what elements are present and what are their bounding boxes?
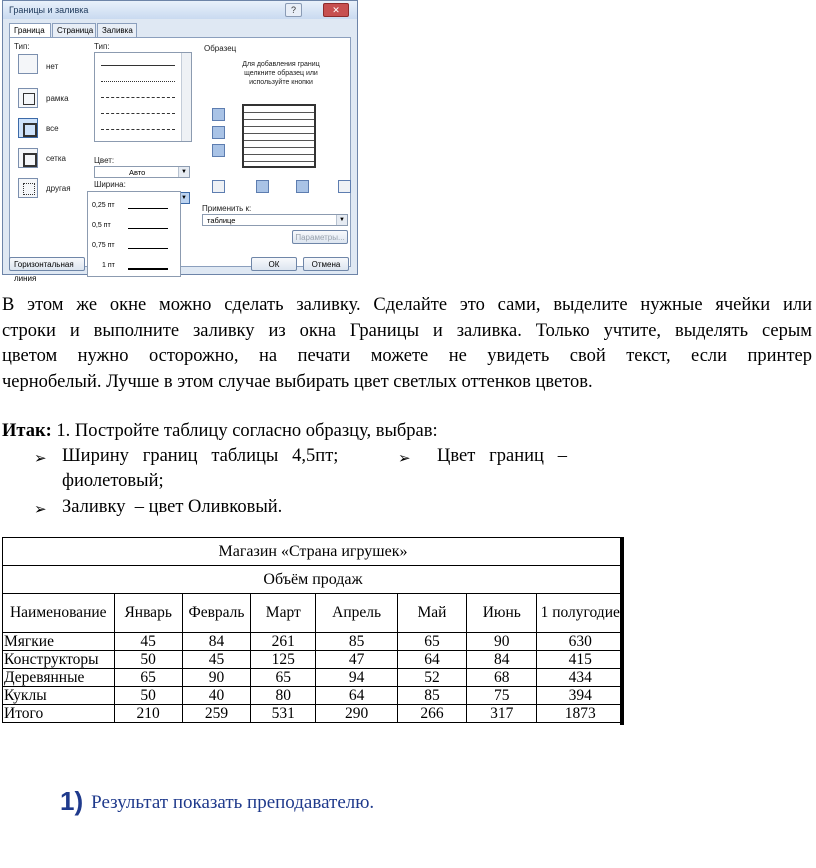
column-header: Май — [397, 594, 466, 633]
ok-button[interactable]: ОК — [251, 257, 297, 271]
paragraph-line: строки и выполните заливку из окна Границы и заливка. Только учтите, выделять серым — [2, 320, 812, 341]
diagonal-down-icon[interactable] — [338, 180, 351, 193]
bottom-border-icon[interactable] — [212, 144, 225, 157]
left-border-icon[interactable] — [256, 180, 269, 193]
task-heading — [2, 421, 438, 442]
type-custom-label: другая — [46, 184, 71, 193]
table-row — [3, 705, 624, 723]
cell: 394 — [537, 687, 624, 705]
paragraph-line: В этом же окне можно сделать заливку. Сделайте это сами, выделите нужные ячейки или — [2, 295, 812, 315]
cell: 47 — [316, 651, 397, 669]
apply-value: таблице — [207, 216, 236, 225]
cell: 84 — [182, 633, 250, 651]
table-row — [3, 687, 624, 705]
result-note — [60, 784, 374, 815]
fill-instructions — [2, 293, 812, 395]
cell: 45 — [182, 651, 250, 669]
bullet-fill: Заливку – цвет Оливковый. — [62, 497, 283, 517]
column-header: 1 полугодие — [537, 594, 624, 633]
type-all-label: все — [46, 124, 59, 133]
cell: 75 — [467, 687, 537, 705]
type-all-icon[interactable] — [18, 118, 38, 138]
cell: 290 — [316, 705, 397, 723]
cell: 50 — [114, 687, 182, 705]
task-text: 1. Постройте таблицу согласно образцу, выбрав: — [51, 421, 438, 441]
type-custom-icon[interactable] — [18, 178, 38, 198]
type-grid-icon[interactable] — [18, 148, 38, 168]
cell: 65 — [114, 669, 182, 687]
minimize-icon[interactable]: ? — [285, 3, 302, 17]
width-option[interactable]: 0,75 пт — [92, 242, 115, 249]
cell: 259 — [182, 705, 250, 723]
cell: 266 — [397, 705, 466, 723]
table-title: Магазин «Страна игрушек» — [3, 538, 624, 566]
color-label: Цвет: — [94, 156, 115, 165]
bullet-width: Ширину границ таблицы 4,5пт; — [62, 446, 339, 466]
row-label: Итого — [3, 705, 115, 723]
cell: 94 — [316, 669, 397, 687]
type-none-label: нет — [46, 62, 59, 71]
chevron-down-icon[interactable]: ▼ — [178, 193, 189, 203]
type-box-icon[interactable] — [18, 88, 38, 108]
cell: 65 — [397, 633, 466, 651]
params-button[interactable]: Параметры... — [292, 230, 348, 244]
width-option[interactable]: 1 пт — [102, 262, 115, 269]
type-grid-label: сетка — [46, 154, 66, 163]
line-style-scrollbar[interactable] — [181, 53, 191, 141]
column-header: Наименование — [3, 594, 115, 633]
row-label: Куклы — [3, 687, 115, 705]
bullet-arrow-icon: ➢ — [398, 451, 411, 467]
top-border-icon[interactable] — [212, 108, 225, 121]
sales-table — [2, 537, 624, 723]
cell: 90 — [467, 633, 537, 651]
sample-label: Образец — [204, 44, 237, 53]
cell: 434 — [537, 669, 624, 687]
column-header: Февраль — [182, 594, 250, 633]
right-border-icon[interactable] — [296, 180, 309, 193]
color-value: Авто — [129, 168, 146, 177]
cell: 80 — [251, 687, 316, 705]
cell: 45 — [114, 633, 182, 651]
cell: 40 — [182, 687, 250, 705]
cell: 261 — [251, 633, 316, 651]
chevron-down-icon[interactable]: ▼ — [336, 215, 347, 225]
paragraph-line: цветом нужно осторожно, на печати можете не увидеть свой текст, если принтер — [2, 346, 812, 366]
row-label: Конструкторы — [3, 651, 115, 669]
result-marker: 1) — [60, 786, 84, 816]
close-icon[interactable]: ✕ — [323, 3, 349, 17]
cell: 64 — [397, 651, 466, 669]
column-header: Январь — [114, 594, 182, 633]
column-header: Март — [251, 594, 316, 633]
row-label: Деревянные — [3, 669, 115, 687]
cell: 317 — [467, 705, 537, 723]
cell: 630 — [537, 633, 624, 651]
cell: 125 — [251, 651, 316, 669]
result-text: Результат показать преподавателю. — [91, 792, 375, 813]
bullet-color-value: фиолетовый; — [62, 471, 164, 491]
cell: 85 — [397, 687, 466, 705]
task-lead: Итак: — [2, 421, 52, 441]
bullet-arrow-icon: ➢ — [34, 451, 47, 467]
bullet-color: Цвет границ – — [437, 446, 568, 466]
cell: 85 — [316, 633, 397, 651]
table-row — [3, 651, 624, 669]
paragraph-line: чернобелый. Лучше в этом случае выбирать цвет светлых оттенков цветов. — [2, 371, 593, 392]
column-header: Июнь — [467, 594, 537, 633]
cell: 68 — [467, 669, 537, 687]
cell: 415 — [537, 651, 624, 669]
sample-hint: Для добавления границ щелкните образец или используйте кнопки — [242, 61, 320, 86]
inside-horizontal-icon[interactable] — [212, 126, 225, 139]
cell: 1873 — [537, 705, 624, 723]
tab-fill[interactable]: Заливка — [97, 23, 137, 37]
color-select[interactable] — [94, 166, 190, 178]
width-dropdown-list[interactable] — [87, 191, 181, 277]
table-row — [3, 669, 624, 687]
width-label: Ширина: — [94, 180, 126, 189]
line-style-list[interactable] — [94, 52, 192, 142]
type-box-label: рамка — [46, 94, 69, 103]
sample-area — [204, 44, 348, 206]
dialog-title: Границы и заливка — [3, 1, 357, 19]
table-row — [3, 633, 624, 651]
bullet-arrow-icon: ➢ — [34, 502, 47, 518]
cell: 210 — [114, 705, 182, 723]
cell: 65 — [251, 669, 316, 687]
cell: 84 — [467, 651, 537, 669]
chevron-down-icon[interactable]: ▼ — [178, 167, 189, 177]
column-header: Апрель — [316, 594, 397, 633]
horizontal-line-button[interactable]: Горизонтальная линия — [9, 257, 85, 271]
table-subtitle: Объём продаж — [3, 566, 624, 594]
diagonal-up-icon[interactable] — [212, 180, 225, 193]
width-option[interactable]: 0,5 пт — [92, 222, 111, 229]
type-none-icon[interactable] — [18, 54, 38, 74]
borders-dialog — [2, 0, 358, 283]
cell: 90 — [182, 669, 250, 687]
tab-border[interactable]: Граница — [9, 23, 51, 38]
sample-preview[interactable] — [242, 104, 316, 168]
cell: 531 — [251, 705, 316, 723]
row-label: Мягкие — [3, 633, 115, 651]
cancel-button[interactable]: Отмена — [303, 257, 349, 271]
apply-label: Применить к: — [202, 204, 252, 213]
cell: 52 — [397, 669, 466, 687]
type-label: Тип: — [14, 42, 30, 51]
cell: 50 — [114, 651, 182, 669]
width-option[interactable]: 0,25 пт — [92, 202, 115, 209]
tab-page[interactable]: Страница — [52, 23, 96, 37]
cell: 64 — [316, 687, 397, 705]
apply-select[interactable] — [202, 214, 348, 226]
line-type-label: Тип: — [94, 42, 110, 51]
